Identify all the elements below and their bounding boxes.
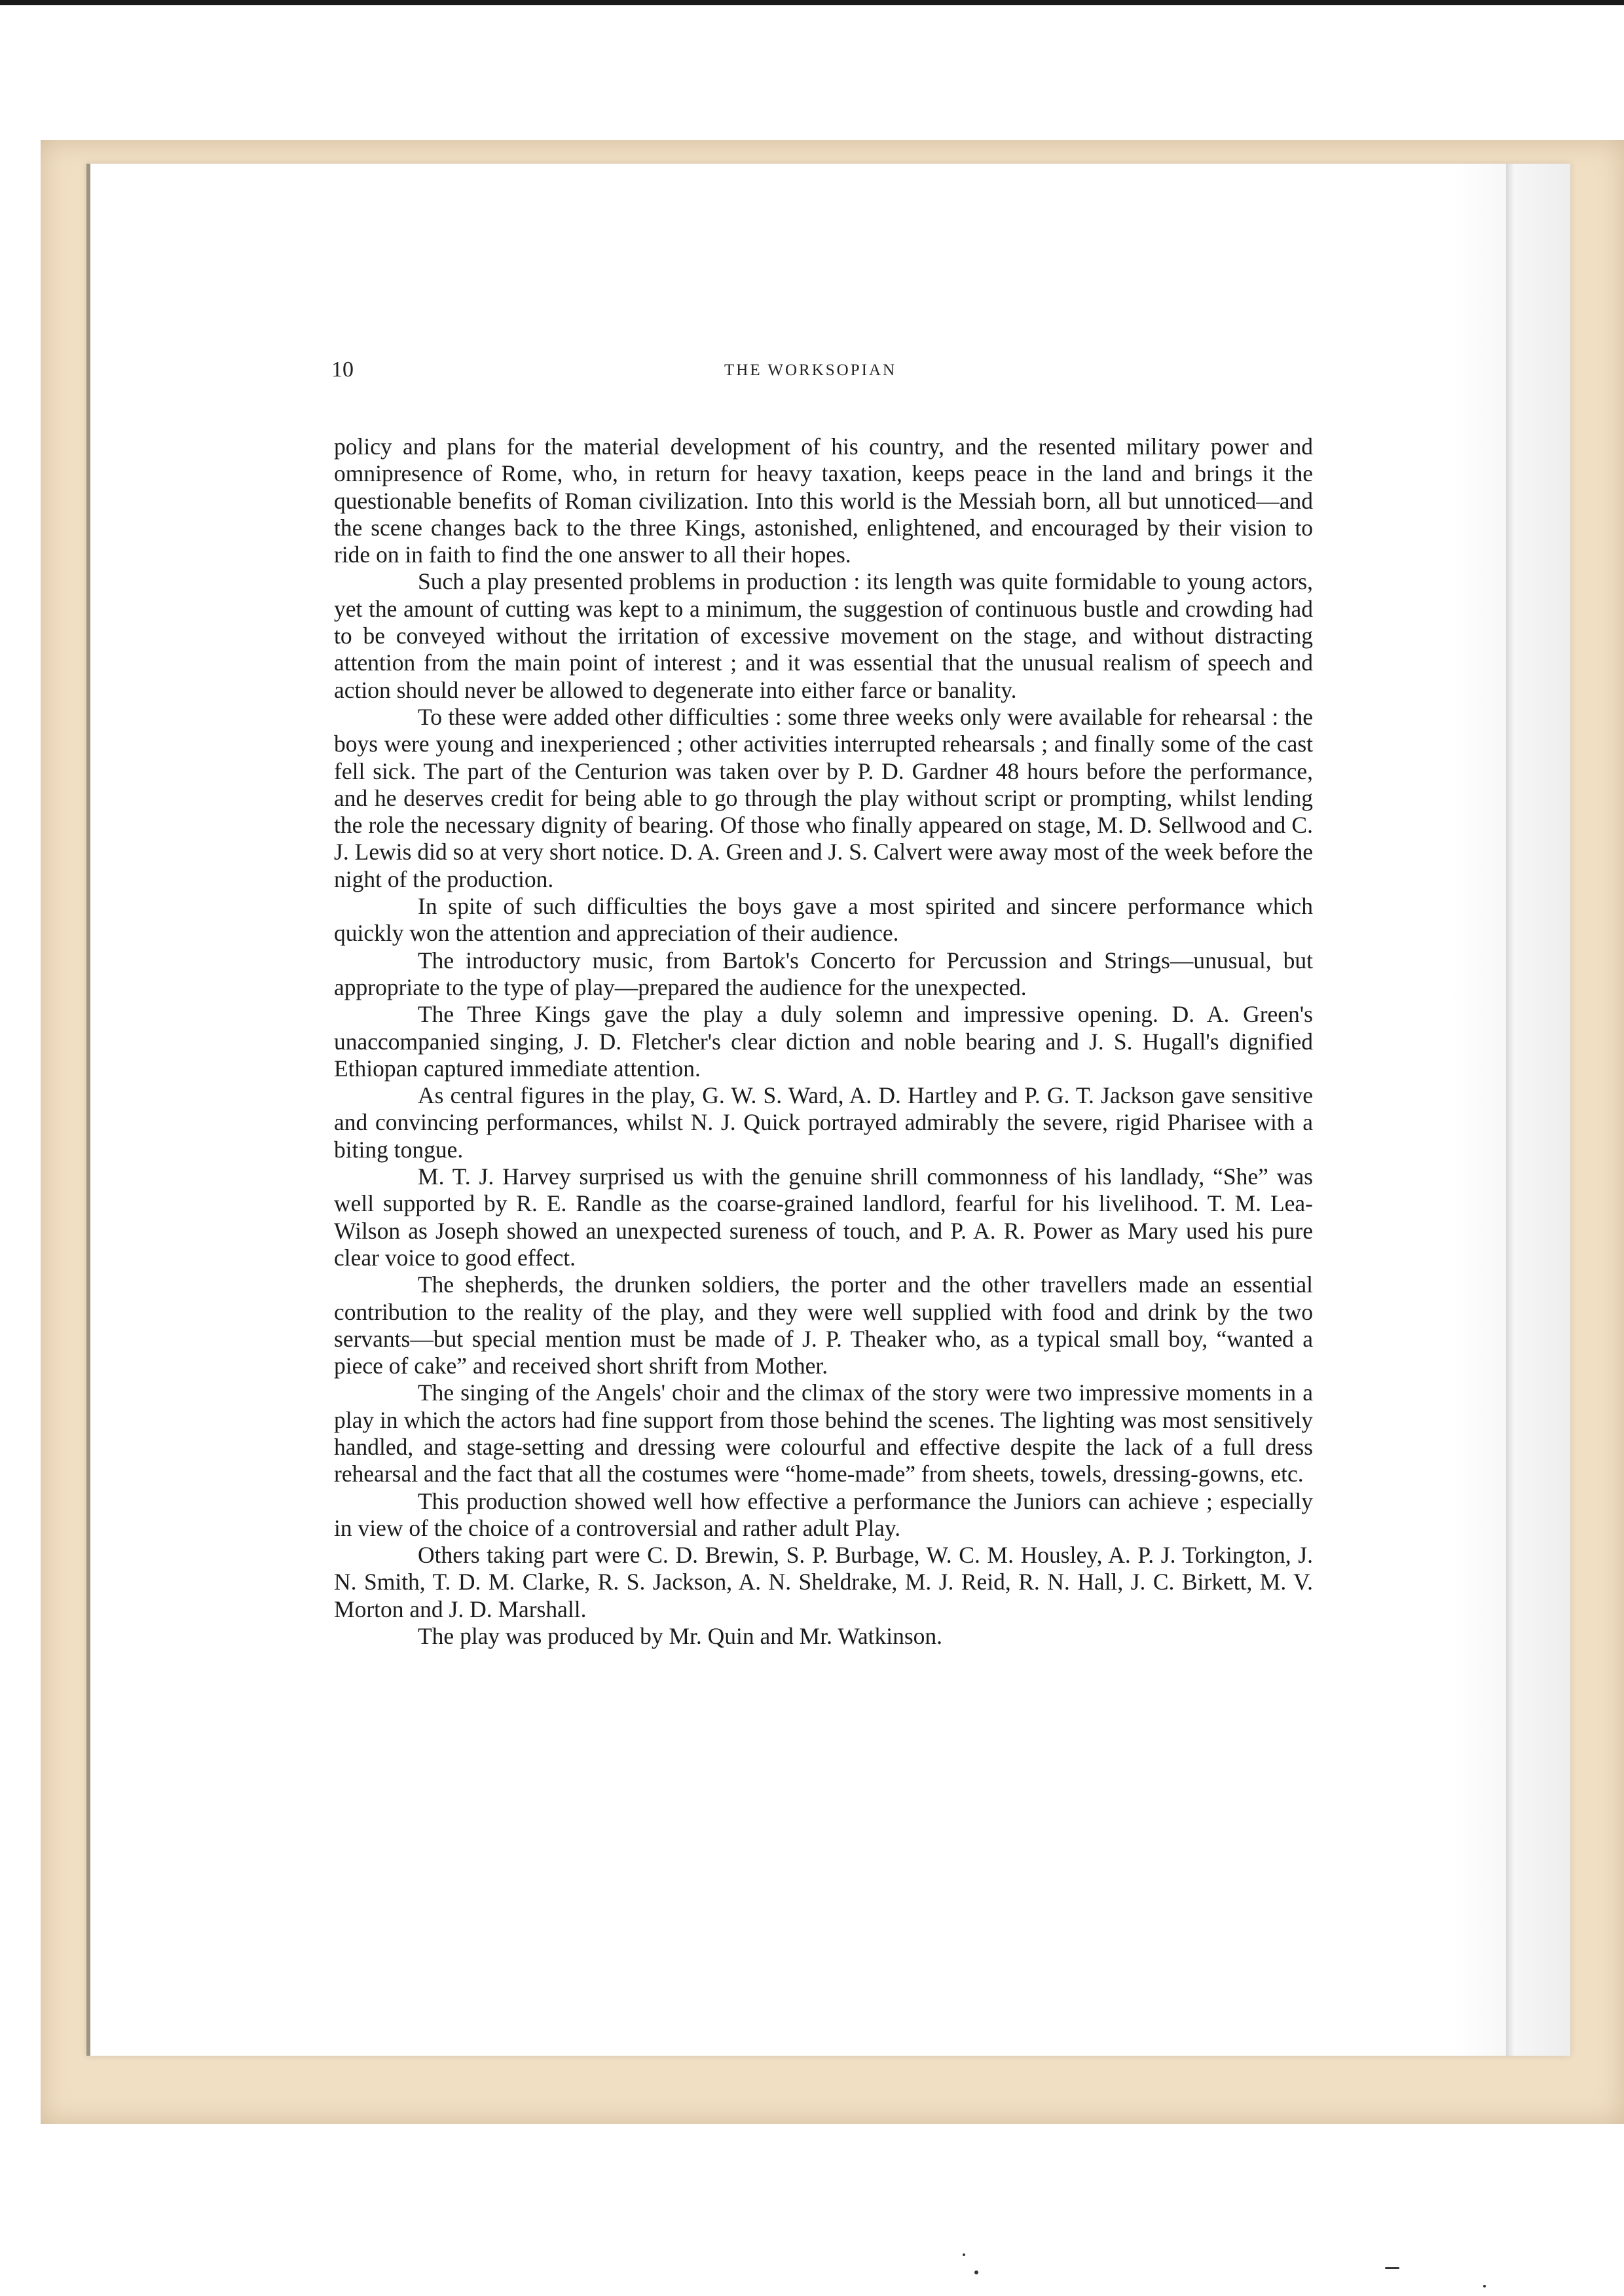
paragraph: The singing of the Angels' choir and the climax of the story were two impressive moments in a play in which the actors had fine support from those behind the scenes. The lighting was most sensitively handled, and stage-setting and dressing were colourful and effective despite the lack of a full dress rehearsal and the fact that all the costumes were “home-made” from sheets, towels, dressing-gowns, etc. — [334, 1379, 1313, 1487]
paragraph: In spite of such difficulties the boys gave a most spirited and sincere performance which quickly won the attention and appreciation of their audience. — [334, 893, 1313, 947]
paragraph: The shepherds, the drunken soldiers, the porter and the other travellers made an essential contribution to the reality of the play, and they were well supplied with food and drink by the two servants—but special mention must be made of J. P. Theaker who, as a typical small boy, “wanted a piece of cake” and received short shrift from Mother. — [334, 1271, 1313, 1379]
scan-top-edge — [0, 0, 1624, 5]
paragraph: The introductory music, from Bartok's Concerto for Percussion and Strings—unusual, but appropriate to the type of play—prepared the audience for the unexpected. — [334, 947, 1313, 1000]
paragraph: To these were added other difficulties : some three weeks only were available for rehearsal : the boys were young and inexperienced ; other activities interrupted rehearsals ; and finally some of the cast fell sick. The part of the Centurion was taken over by P. D. Gardner 48 hours before the performance, and he deserves credit for being able to go through the play without script or prompting, whilst lending the role the necessary dignity of bearing. Of those who finally appeared on stage, M. D. Sellwood and C. J. Lewis did so at very short notice. D. A. Green and J. S. Calvert were away most of the week before the night of the production. — [334, 703, 1313, 892]
paragraph: The play was produced by Mr. Quin and Mr. Watkinson. — [418, 1623, 943, 1650]
scan-speck — [974, 2270, 978, 2274]
paragraph: Others taking part were C. D. Brewin, S. P. Burbage, W. C. M. Housley, A. P. J. Torkington, J. N. Smith, T. D. M. Clarke, R. S. Jackson, A. N. Sheldrake, M. J. Reid, R. N. Hall, J. C. Birkett, M. V. Morton and J. D. Marshall. — [334, 1542, 1313, 1622]
article-body — [334, 433, 1313, 1650]
paragraph: As central figures in the play, G. W. S. Ward, A. D. Hartley and P. G. T. Jackson gave sensitive and convincing performances, whilst N. J. Quick portrayed admirably the severe, rigid Pharisee with a biting tongue. — [334, 1082, 1313, 1163]
paragraph: This production showed well how effective a performance the Juniors can achieve ; especially in view of the choice of a controversial and rather adult Play. — [334, 1487, 1313, 1541]
page-gutter — [1506, 164, 1514, 2056]
running-title: THE WORKSOPIAN — [724, 361, 897, 379]
scan-speck — [963, 2253, 965, 2256]
paragraph: policy and plans for the material development of his country, and the resented military power and omnipresence of Rome, who, in return for heavy taxation, keeps peace in the land and brings it the questionable benefits of Roman civilization. Into this world is the Messiah born, all but unnoticed—and the scene changes back to the three Kings, astonished, enlightened, and encouraged by their vision to ride on in faith to find the one answer to all their hopes. — [334, 433, 1313, 568]
scan-speck — [1483, 2285, 1486, 2287]
scan-speck — [1385, 2267, 1399, 2269]
page-header — [331, 357, 1314, 397]
page-number: 10 — [331, 357, 354, 382]
paragraph: The Three Kings gave the play a duly solemn and impressive opening. D. A. Green's unaccompanied singing, J. D. Fletcher's clear diction and noble bearing and J. S. Hugall's dignified Ethiopan captured immediate attention. — [334, 1001, 1313, 1082]
paragraph: M. T. J. Harvey surprised us with the genuine shrill commonness of his landlady, “She” was well supported by R. E. Randle as the coarse-grained landlord, fearful for his livelihood. T. M. Lea-Wilson as Joseph showed an unexpected sureness of touch, and P. A. R. Power as Mary used his pure clear voice to good effect. — [334, 1163, 1313, 1271]
paragraph: Such a play presented problems in production : its length was quite formidable to young actors, yet the amount of cutting was kept to a minimum, the suggestion of continuous bustle and crowding had to be conveyed without the irritation of excessive movement on the stage, and without distracting attention from the main point of interest ; and it was essential that the unusual realism of speech and action should never be allowed to degenerate into either farce or banality. — [334, 568, 1313, 703]
